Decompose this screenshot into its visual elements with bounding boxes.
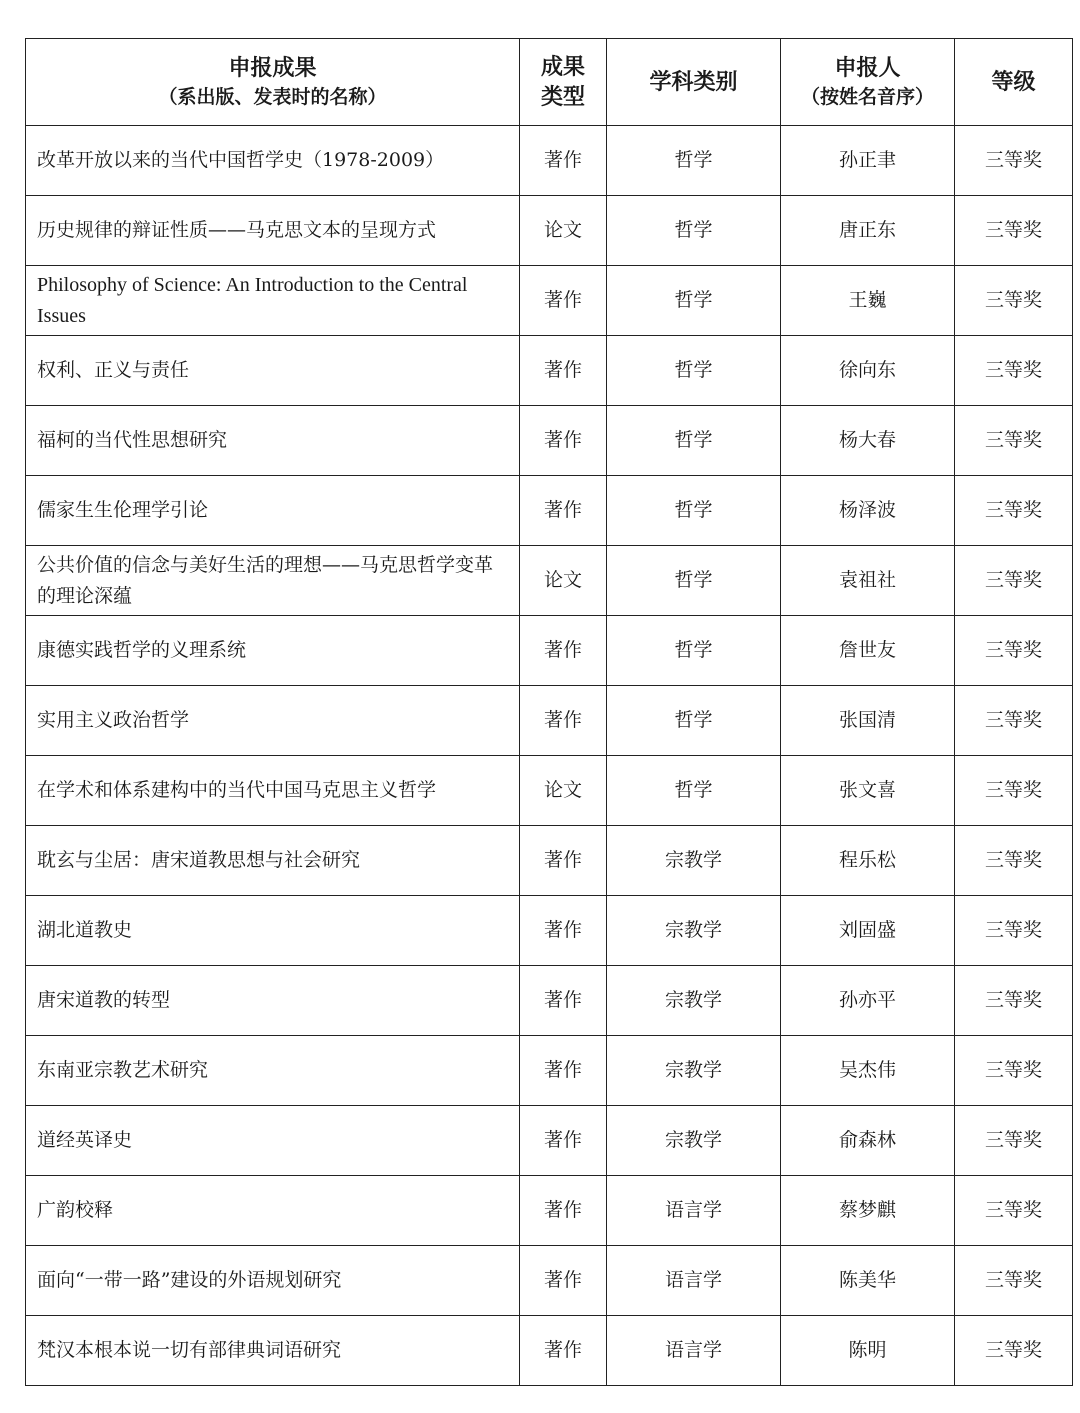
- cell-author: 蔡梦麒: [781, 1176, 955, 1246]
- header-achievement: [26, 39, 520, 126]
- cell-category: 哲学: [607, 336, 781, 406]
- table-row: [26, 1316, 1073, 1386]
- table-row: [26, 406, 1073, 476]
- cell-category: 宗教学: [607, 966, 781, 1036]
- table-body: [26, 126, 1073, 1386]
- header-achievement-sub: （系出版、发表时的名称）: [158, 86, 387, 108]
- cell-author: 刘固盛: [781, 896, 955, 966]
- header-level-main: 等级: [991, 69, 1036, 95]
- cell-title: 历史规律的辩证性质——马克思文本的呈现方式: [26, 196, 520, 266]
- cell-type: 著作: [520, 616, 607, 686]
- cell-type: 著作: [520, 1036, 607, 1106]
- cell-author: 张国清: [781, 686, 955, 756]
- cell-title: 东南亚宗教艺术研究: [26, 1036, 520, 1106]
- cell-category: 语言学: [607, 1176, 781, 1246]
- cell-title: 权利、正义与责任: [26, 336, 520, 406]
- table-row: [26, 686, 1073, 756]
- header-applicant-main: 申报人: [834, 55, 901, 81]
- table-row: [26, 1036, 1073, 1106]
- cell-category: 宗教学: [607, 1036, 781, 1106]
- table-row: [26, 966, 1073, 1036]
- cell-level: 三等奖: [955, 1036, 1073, 1106]
- cell-title: Philosophy of Science: An Introduction to the Central Issues: [26, 266, 520, 336]
- cell-title: 广韵校释: [26, 1176, 520, 1246]
- table-row: [26, 756, 1073, 826]
- cell-author: 吴杰伟: [781, 1036, 955, 1106]
- cell-author: 詹世友: [781, 616, 955, 686]
- cell-level: 三等奖: [955, 266, 1073, 336]
- cell-author: 孙正聿: [781, 126, 955, 196]
- cell-type: 著作: [520, 266, 607, 336]
- cell-author: 俞森林: [781, 1106, 955, 1176]
- cell-type: 著作: [520, 1106, 607, 1176]
- cell-author: 陈明: [781, 1316, 955, 1386]
- cell-author: 孙亦平: [781, 966, 955, 1036]
- cell-category: 宗教学: [607, 896, 781, 966]
- cell-category: 哲学: [607, 126, 781, 196]
- cell-title: 实用主义政治哲学: [26, 686, 520, 756]
- cell-type: 著作: [520, 1316, 607, 1386]
- cell-type: 论文: [520, 546, 607, 616]
- cell-category: 哲学: [607, 756, 781, 826]
- table-row: [26, 266, 1073, 336]
- cell-author: 王巍: [781, 266, 955, 336]
- cell-level: 三等奖: [955, 1316, 1073, 1386]
- table-row: [26, 336, 1073, 406]
- table-row: [26, 1246, 1073, 1316]
- cell-title: 面向“一带一路”建设的外语规划研究: [26, 1246, 520, 1316]
- table-row: [26, 1106, 1073, 1176]
- cell-level: 三等奖: [955, 196, 1073, 266]
- cell-author: 袁祖社: [781, 546, 955, 616]
- cell-level: 三等奖: [955, 476, 1073, 546]
- cell-title: 公共价值的信念与美好生活的理想——马克思哲学变革的理论深蕴: [26, 546, 520, 616]
- cell-type: 论文: [520, 196, 607, 266]
- table-row: [26, 616, 1073, 686]
- table-row: [26, 896, 1073, 966]
- header-category: [607, 39, 781, 126]
- cell-category: 宗教学: [607, 1106, 781, 1176]
- table-row: [26, 126, 1073, 196]
- cell-type: 著作: [520, 966, 607, 1036]
- cell-author: 徐向东: [781, 336, 955, 406]
- cell-level: 三等奖: [955, 826, 1073, 896]
- cell-title: 道经英译史: [26, 1106, 520, 1176]
- cell-level: 三等奖: [955, 1106, 1073, 1176]
- cell-type: 著作: [520, 1246, 607, 1316]
- table-row: [26, 1176, 1073, 1246]
- cell-title: 唐宋道教的转型: [26, 966, 520, 1036]
- table-header: [26, 39, 1073, 126]
- cell-author: 张文喜: [781, 756, 955, 826]
- cell-level: 三等奖: [955, 336, 1073, 406]
- cell-type: 著作: [520, 1176, 607, 1246]
- cell-type: 著作: [520, 686, 607, 756]
- cell-title: 福柯的当代性思想研究: [26, 406, 520, 476]
- cell-author: 杨大春: [781, 406, 955, 476]
- cell-author: 杨泽波: [781, 476, 955, 546]
- cell-category: 哲学: [607, 686, 781, 756]
- cell-category: 哲学: [607, 196, 781, 266]
- cell-level: 三等奖: [955, 616, 1073, 686]
- cell-title: 梵汉本根本说一切有部律典词语研究: [26, 1316, 520, 1386]
- cell-category: 语言学: [607, 1246, 781, 1316]
- cell-level: 三等奖: [955, 756, 1073, 826]
- cell-type: 著作: [520, 826, 607, 896]
- cell-category: 语言学: [607, 1316, 781, 1386]
- header-row: [26, 39, 1073, 126]
- header-type-line1: 成果: [540, 54, 585, 80]
- awards-table: [25, 38, 1073, 1386]
- cell-type: 著作: [520, 406, 607, 476]
- cell-type: 著作: [520, 336, 607, 406]
- cell-level: 三等奖: [955, 1176, 1073, 1246]
- cell-category: 哲学: [607, 266, 781, 336]
- cell-level: 三等奖: [955, 406, 1073, 476]
- cell-category: 哲学: [607, 406, 781, 476]
- cell-level: 三等奖: [955, 546, 1073, 616]
- header-applicant: [781, 39, 955, 126]
- cell-type: 著作: [520, 476, 607, 546]
- cell-level: 三等奖: [955, 126, 1073, 196]
- cell-level: 三等奖: [955, 686, 1073, 756]
- cell-level: 三等奖: [955, 896, 1073, 966]
- cell-author: 陈美华: [781, 1246, 955, 1316]
- table-row: [26, 546, 1073, 616]
- cell-type: 著作: [520, 126, 607, 196]
- header-type: [520, 39, 607, 126]
- header-achievement-main: 申报成果: [228, 55, 317, 81]
- cell-category: 哲学: [607, 476, 781, 546]
- header-level: [955, 39, 1073, 126]
- cell-title: 儒家生生伦理学引论: [26, 476, 520, 546]
- cell-author: 程乐松: [781, 826, 955, 896]
- cell-title: 在学术和体系建构中的当代中国马克思主义哲学: [26, 756, 520, 826]
- cell-title: 耽玄与尘居：唐宋道教思想与社会研究: [26, 826, 520, 896]
- cell-level: 三等奖: [955, 966, 1073, 1036]
- header-type-line2: 类型: [540, 84, 585, 110]
- header-category-main: 学科类别: [649, 69, 738, 95]
- cell-title: 改革开放以来的当代中国哲学史（1978-2009）: [26, 126, 520, 196]
- header-applicant-sub: （按姓名音序）: [800, 86, 934, 108]
- cell-title: 康德实践哲学的义理系统: [26, 616, 520, 686]
- table-row: [26, 476, 1073, 546]
- cell-category: 哲学: [607, 546, 781, 616]
- cell-level: 三等奖: [955, 1246, 1073, 1316]
- cell-title: 湖北道教史: [26, 896, 520, 966]
- cell-type: 著作: [520, 896, 607, 966]
- cell-type: 论文: [520, 756, 607, 826]
- table-row: [26, 826, 1073, 896]
- cell-category: 宗教学: [607, 826, 781, 896]
- cell-category: 哲学: [607, 616, 781, 686]
- table-row: [26, 196, 1073, 266]
- cell-author: 唐正东: [781, 196, 955, 266]
